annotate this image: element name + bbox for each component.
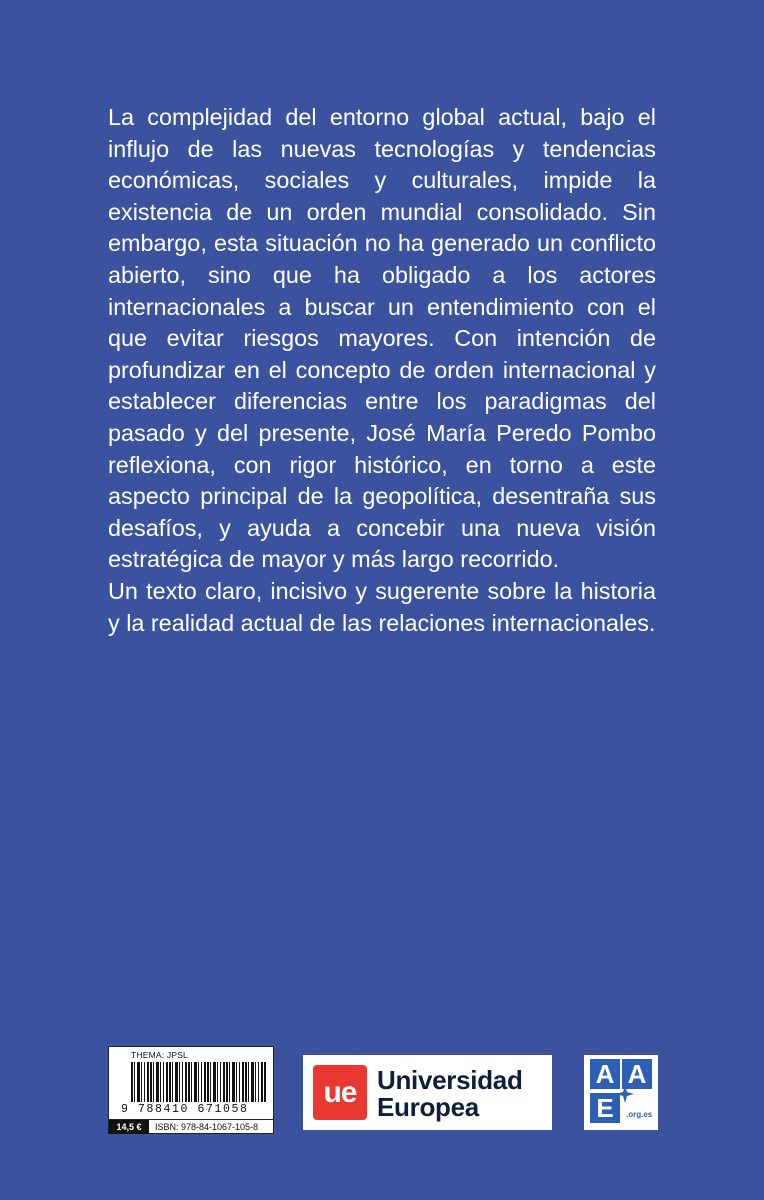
aae-letter-e: E [590, 1093, 620, 1123]
price-isbn-row [109, 1119, 273, 1134]
ue-wordmark-line1: Universidad [377, 1065, 523, 1095]
aae-logo [584, 1055, 658, 1130]
aae-letter-a2: A [622, 1059, 652, 1089]
universidad-europea-logo [303, 1055, 552, 1130]
blurb-paragraph-1: La complejidad del entorno global actual, bajo el influjo de las nuevas tecnologías y tendencias económicas, sociales y culturales, impide la existencia de un orden mundial consolidado. Sin embargo, esta situación no ha generado un conflicto abierto, sino que ha obligado a los actores internacionales a buscar un entendimiento con el que evitar riesgos mayores. Con intención de profundizar en el concepto de orden internacional y establecer diferencias entre los paradigmas del pasado y del presente, José María Peredo Pombo reflexiona, con rigor histórico, en torno a este aspecto principal de la geopolítica, desentraña sus desafíos, y ayuda a concebir una nueva visión estratégica de mayor y más largo recorrido. [108, 104, 656, 573]
ue-wordmark [377, 1067, 523, 1121]
back-cover-blurb [108, 102, 656, 639]
price-label: 14,5 € [109, 1120, 149, 1134]
ue-badge-icon: ue [313, 1065, 367, 1120]
thema-code: THEMA: JPSL [131, 1050, 188, 1060]
ue-wordmark-line2: Europea [377, 1092, 479, 1122]
blurb-paragraph-2: Un texto claro, incisivo y sugerente sobre la historia y la realidad actual de las relaciones internacionales. [108, 577, 656, 636]
isbn-barcode-block [108, 1046, 274, 1134]
isbn-label: ISBN: 978-84-1067-105-8 [155, 1122, 259, 1132]
barcode-image [131, 1062, 267, 1102]
aae-domain: .org.es [626, 1110, 653, 1119]
ean-number: 9 788410 671058 [121, 1103, 249, 1116]
compass-star-icon [616, 1085, 634, 1103]
aae-letter-a1: A [590, 1059, 620, 1089]
